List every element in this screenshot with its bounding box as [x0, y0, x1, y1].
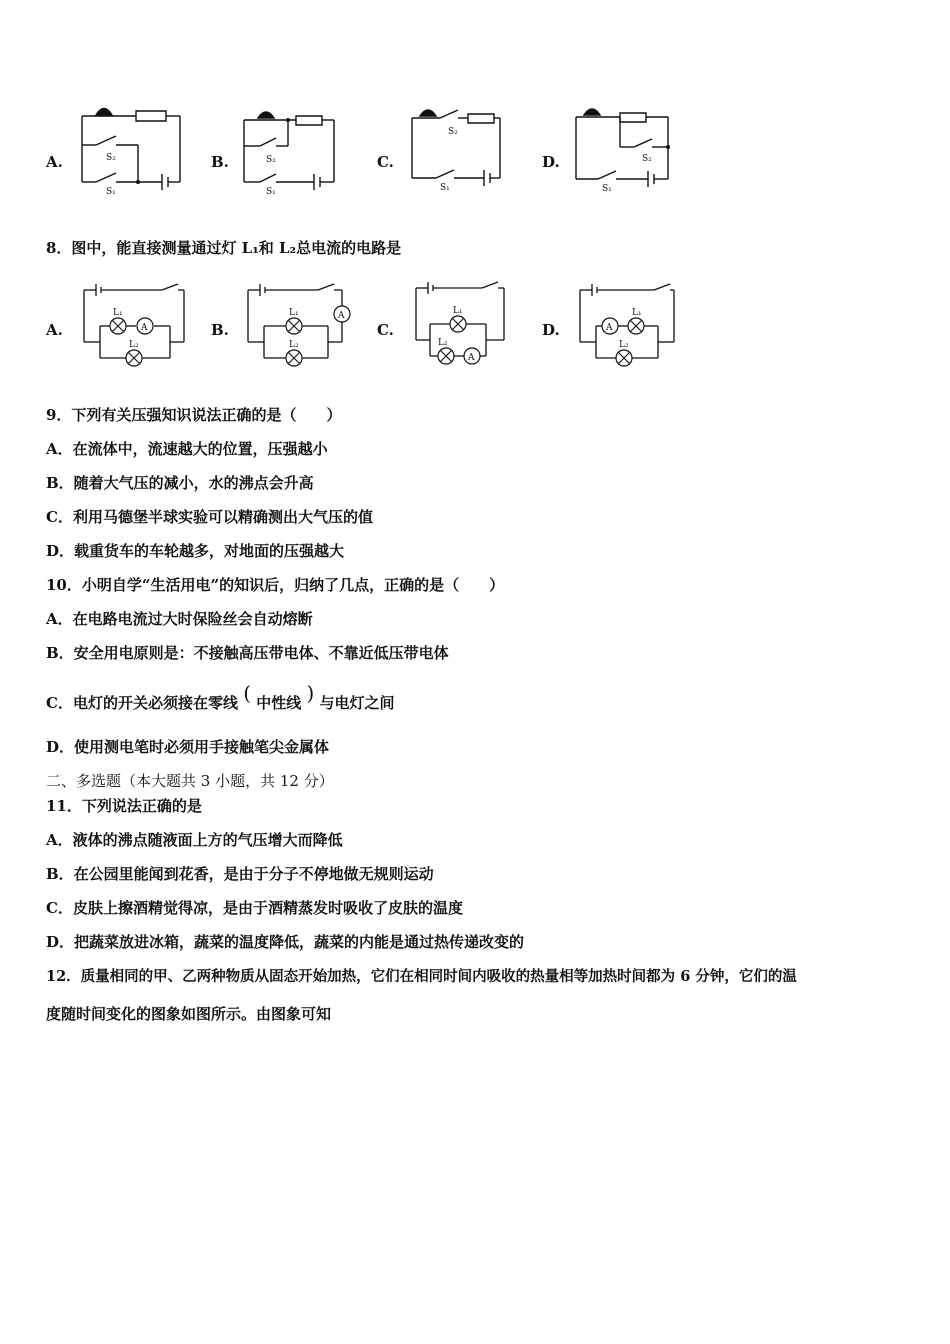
- q10-option-d[interactable]: D．使用测电笔时必须用手接触笔尖金属体: [46, 738, 330, 756]
- q9-stem: 9．下列有关压强知识说法正确的是（ ）: [46, 406, 342, 424]
- q7-circuit-d: [572, 103, 672, 195]
- q10-stem: 10．小明自学“生活用电”的知识后，归纳了几点，正确的是（ ）: [46, 576, 505, 594]
- l2-label: L₂: [129, 340, 139, 350]
- q8-option-c-label[interactable]: C.: [377, 321, 394, 339]
- q8-option-b-label[interactable]: B.: [211, 321, 229, 339]
- resistor-icon: [296, 116, 322, 125]
- q7-option-a-label[interactable]: A.: [46, 153, 63, 171]
- q8-circuit-b: [244, 282, 356, 372]
- switch-icon: [654, 284, 670, 290]
- resistor-icon: [620, 113, 646, 122]
- q9-option-b[interactable]: B．随着大气压的减小，水的沸点会升高: [46, 474, 314, 492]
- q10-option-c-pre: C．电灯的开关必须接在零线: [46, 694, 238, 712]
- resistor-icon: [468, 114, 494, 123]
- l1-label: L₁: [632, 308, 642, 318]
- q8-option-d-label[interactable]: D.: [542, 321, 560, 339]
- switch-icon: [96, 173, 116, 182]
- l2-label: L₂: [289, 340, 299, 350]
- q12-stem-line2: 度随时间变化的图象如图所示。由图象可知: [46, 1005, 332, 1023]
- q11-option-a[interactable]: A．液体的沸点随液面上方的气压增大而降低: [46, 831, 343, 849]
- s1-label: S₁: [440, 183, 450, 193]
- switch-icon: [96, 136, 116, 145]
- bell-icon: [584, 109, 600, 115]
- l1-label: L₁: [113, 308, 123, 318]
- q10-option-b[interactable]: B．安全用电原则是：不接触高压带电体、不靠近低压带电体: [46, 644, 449, 662]
- q8-circuit-a: [80, 282, 190, 372]
- s2-label: S₂: [448, 127, 458, 137]
- switch-icon: [436, 170, 454, 178]
- switch-icon: [260, 138, 276, 146]
- q7-option-d-label[interactable]: D.: [542, 153, 560, 171]
- meter-label: A: [338, 311, 345, 321]
- l1-label: L₁: [453, 306, 463, 316]
- q8-option-a-label[interactable]: A.: [46, 321, 63, 339]
- q7-circuit-a: [76, 100, 186, 195]
- q12-stem-line1: 12．质量相同的甲、乙两种物质从固态开始加热，它们在相同时间内吸收的热量相等加热时间都为 6 分钟，它们的温: [46, 968, 797, 985]
- meter-label: A: [468, 353, 475, 363]
- s2-label: S₂: [266, 155, 276, 165]
- meter-label: A: [141, 323, 148, 333]
- q8-stem: 8．图中，能直接测量通过灯 L₁和 L₂总电流的电路是: [46, 239, 402, 257]
- q9-option-a[interactable]: A．在流体中，流速越大的位置，压强越小: [46, 440, 328, 458]
- q10-option-a[interactable]: A．在电路电流过大时保险丝会自动熔断: [46, 610, 313, 628]
- switch-icon: [260, 174, 276, 182]
- l1-label: L₁: [289, 308, 299, 318]
- paren-open: (: [243, 681, 251, 705]
- section-heading: 二、多选题（本大题共 3 小题，共 12 分）: [46, 772, 334, 790]
- switch-icon: [598, 171, 616, 179]
- q10-option-c-post: 与电灯之间: [319, 694, 395, 712]
- q7-circuit-c: [406, 104, 506, 194]
- q7-circuit-b: [240, 106, 340, 196]
- bell-icon: [258, 112, 274, 118]
- switch-icon: [634, 139, 652, 147]
- bell-icon: [420, 110, 436, 116]
- s2-label: S₂: [642, 154, 652, 164]
- q8-circuit-d: [576, 282, 680, 372]
- switch-icon: [440, 110, 458, 118]
- q11-option-b[interactable]: B．在公园里能闻到花香，是由于分子不停地做无规则运动: [46, 865, 434, 883]
- l2-label: L₂: [619, 340, 629, 350]
- q10-option-c-mid: 中性线: [256, 694, 302, 712]
- switch-icon: [318, 284, 334, 290]
- bell-icon: [96, 109, 112, 116]
- q11-option-c[interactable]: C．皮肤上擦酒精觉得凉，是由于酒精蒸发时吸收了皮肤的温度: [46, 899, 463, 917]
- switch-icon: [162, 284, 178, 290]
- meter-label: A: [606, 323, 613, 333]
- q7-option-c-label[interactable]: C.: [377, 153, 394, 171]
- q11-stem: 11．下列说法正确的是: [46, 797, 202, 815]
- s1-label: S₁: [602, 184, 612, 194]
- s1-label: S₁: [266, 187, 276, 197]
- paren-close: ): [306, 681, 315, 705]
- resistor-icon: [136, 111, 166, 121]
- s2-label: S₂: [106, 153, 116, 163]
- q10-option-c[interactable]: [46, 681, 395, 713]
- q7-option-b-label[interactable]: B.: [211, 153, 229, 171]
- q8-circuit-c: [412, 280, 512, 372]
- l2-label: L₂: [438, 338, 448, 348]
- s1-label: S₁: [106, 187, 116, 197]
- q9-option-d[interactable]: D．载重货车的车轮越多，对地面的压强越大: [46, 542, 345, 560]
- switch-icon: [482, 282, 498, 288]
- q9-option-c[interactable]: C．利用马德堡半球实验可以精确测出大气压的值: [46, 508, 373, 526]
- q11-option-d[interactable]: D．把蔬菜放进冰箱，蔬菜的温度降低，蔬菜的内能是通过热传递改变的: [46, 933, 525, 951]
